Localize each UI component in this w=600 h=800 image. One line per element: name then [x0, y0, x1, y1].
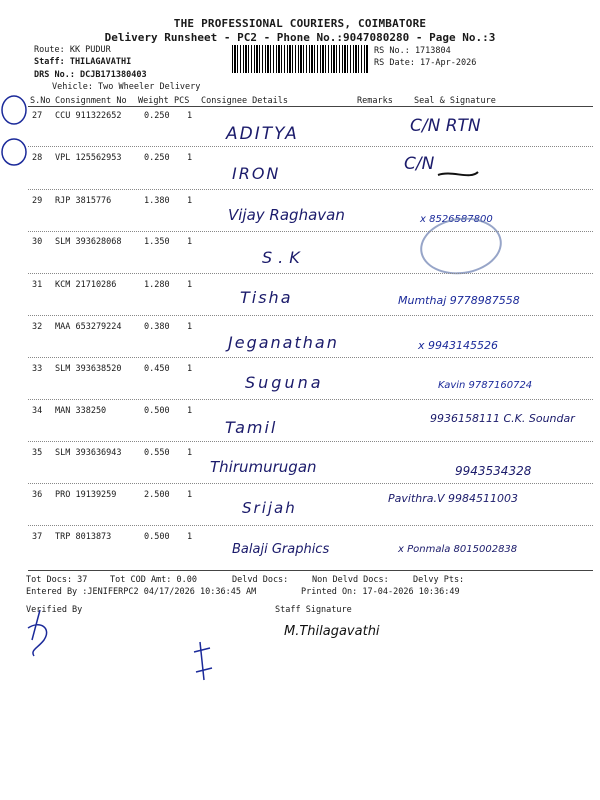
row-weight: 1.350 [144, 237, 170, 247]
signature: 9936158111 C.K. Soundar [430, 412, 575, 425]
row-weight: 1.380 [144, 196, 170, 206]
col-consignment: Consignment No [55, 96, 127, 106]
company-title: THE PROFESSIONAL COURIERS, COIMBATORE [173, 17, 427, 30]
consignee-name: IRON [232, 164, 281, 183]
consignee-name: S.K [262, 248, 306, 267]
signature: 9943534328 [455, 464, 532, 478]
consignee-name: Tamil [225, 418, 278, 437]
col-pcs: PCS [174, 96, 190, 106]
consignee-name: Suguna [245, 373, 324, 392]
signature: C/N [404, 154, 435, 174]
row-weight: 0.380 [144, 322, 170, 332]
row-sno: 35 [32, 448, 43, 458]
row-consignment: MAN 338250 [55, 406, 107, 416]
initial-scribble [194, 642, 212, 680]
row-weight: 0.450 [144, 364, 170, 374]
row-pcs: 1 [187, 490, 193, 500]
consignee-name: Srijah [242, 499, 297, 517]
row-pcs: 1 [187, 364, 193, 374]
total-docs: Tot Docs: 37 [26, 575, 88, 585]
delivery-points: Delvy Pts: [413, 575, 465, 585]
route-label: Route: KK PUDUR [34, 45, 111, 55]
col-remarks: Remarks [357, 96, 393, 106]
col-consignee: Consignee Details [201, 96, 288, 106]
col-weight: Weight [138, 96, 169, 106]
entered-by: Entered By :JENIFERPC2 04/17/2026 10:36:45 AM [26, 587, 257, 597]
consignee-name: ADITYA [226, 124, 299, 144]
row-sno: 28 [32, 153, 43, 163]
signature: Kavin 9787160724 [438, 380, 533, 391]
consignee-name: Tisha [240, 288, 293, 307]
row-sno: 33 [32, 364, 43, 374]
row-sno: 29 [32, 196, 43, 206]
row-sno: 37 [32, 532, 43, 542]
delivered-docs: Delvd Docs: [232, 575, 289, 585]
row-pcs: 1 [187, 237, 193, 247]
runsheet-subtitle: Delivery Runsheet - PC2 - Phone No.:9047080280 - Page No.:3 [104, 31, 496, 44]
row-sno: 27 [32, 111, 43, 121]
row-consignment: CCU 911322652 [55, 111, 122, 121]
consignee-name: Jeganathan [228, 333, 339, 352]
row-consignment: SLM 393638520 [55, 364, 122, 374]
verifier-scribble [28, 610, 47, 656]
signature: x 8526587800 [420, 214, 493, 225]
drs-label: DRS No.: DCJB171380403 [34, 70, 147, 80]
row-sno: 32 [32, 322, 43, 332]
consignee-name: Vijay Raghavan [228, 206, 345, 224]
signature: x 9943145526 [418, 339, 498, 352]
row-pcs: 1 [187, 322, 193, 332]
row-consignment: RJP 3815776 [55, 196, 112, 206]
row-consignment: KCM 21710286 [55, 280, 117, 290]
row-weight: 0.250 [144, 153, 170, 163]
row-weight: 0.500 [144, 406, 170, 416]
col-sno: S.No [30, 96, 51, 106]
signature: x Ponmala 8015002838 [398, 544, 518, 555]
row-pcs: 1 [187, 153, 193, 163]
col-seal-signature: Seal & Signature [414, 96, 496, 106]
consignee-name: Thirumurugan [210, 458, 317, 476]
signature: C/N RTN [410, 116, 481, 136]
row-consignment: TRP 8013873 [55, 532, 112, 542]
staff-signature: M.Thilagavathi [284, 624, 380, 639]
row-consignment: MAA 653279224 [55, 322, 122, 332]
row-weight: 0.250 [144, 111, 170, 121]
row-consignment: PRO 19139259 [55, 490, 117, 500]
row-pcs: 1 [187, 111, 193, 121]
row-pcs: 1 [187, 532, 193, 542]
row-sno: 31 [32, 280, 43, 290]
row-pcs: 1 [187, 406, 193, 416]
row-pcs: 1 [187, 448, 193, 458]
row-consignment: VPL 125562953 [55, 153, 122, 163]
rs-number: RS No.: 1713804 [374, 46, 451, 56]
row-pcs: 1 [187, 280, 193, 290]
total-cod: Tot COD Amt: 0.00 [110, 575, 197, 585]
row-sno: 34 [32, 406, 43, 416]
row-consignment: SLM 393636943 [55, 448, 122, 458]
row-pcs: 1 [187, 196, 193, 206]
rs-date: RS Date: 17-Apr-2026 [374, 58, 477, 68]
signature: Pavithra.V 9984511003 [388, 492, 518, 505]
consignee-name: Balaji Graphics [232, 542, 330, 557]
row-weight: 0.550 [144, 448, 170, 458]
row-sno: 30 [32, 237, 43, 247]
signature: Mumthaj 9778987558 [398, 294, 520, 307]
circle-mark-27 [2, 96, 26, 124]
row-weight: 0.500 [144, 532, 170, 542]
printed-on: Printed On: 17-04-2026 10:36:49 [301, 587, 460, 597]
row-sno: 36 [32, 490, 43, 500]
verified-by-label: Verified By [26, 605, 83, 615]
row-consignment: SLM 393628068 [55, 237, 122, 247]
staff-signature-label: Staff Signature [275, 605, 352, 615]
vehicle-label: Vehicle: Two Wheeler Delivery [52, 82, 201, 92]
non-delivered-docs: Non Delvd Docs: [312, 575, 389, 585]
strike-scribble [438, 172, 478, 175]
row-weight: 2.500 [144, 490, 170, 500]
row-weight: 1.280 [144, 280, 170, 290]
staff-label: Staff: THILAGAVATHI [34, 57, 132, 67]
circle-mark-28 [2, 139, 26, 165]
